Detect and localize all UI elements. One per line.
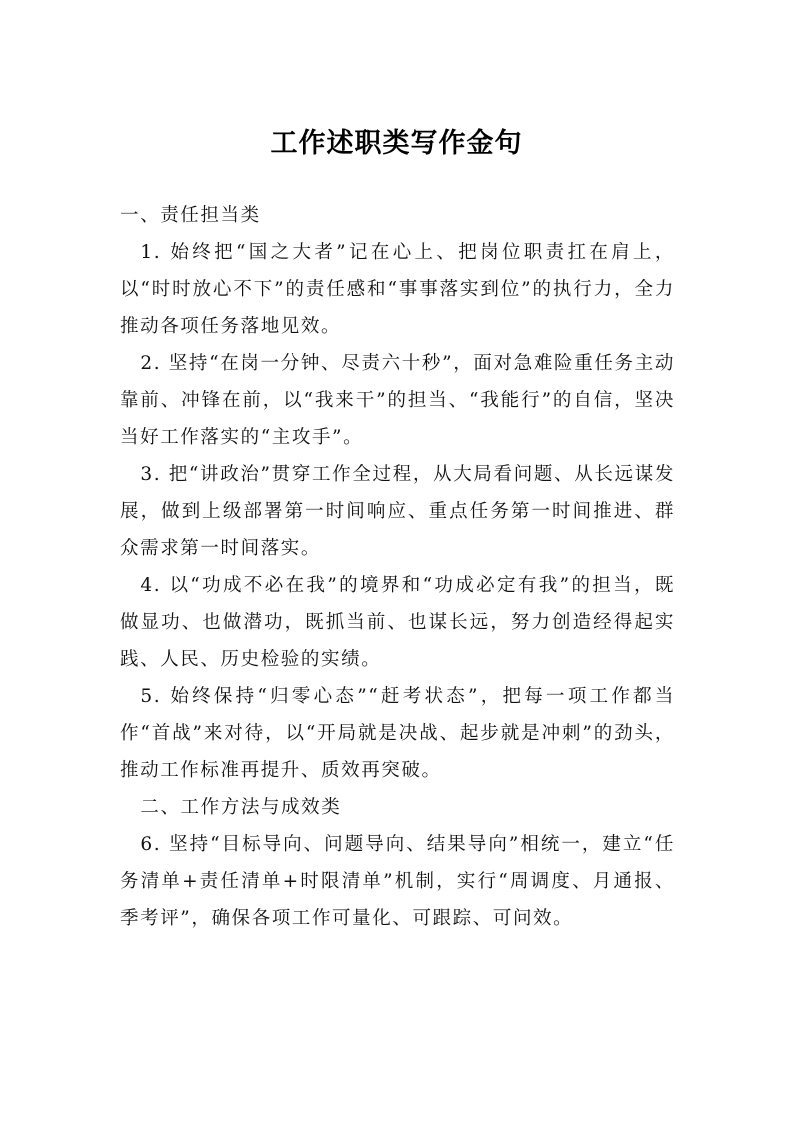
paragraph-item-3: 3. 把“讲政治”贯穿工作全过程，从大局看问题、从长远谋发展，做到上级部署第一时间响应、重点任务第一时间推进、群众需求第一时间落实。 [120,464,675,559]
paragraph-item-1: 1. 始终把“国之大者”记在心上、把岗位职责扛在肩上，以“时时放心不下”的责任感和“事事落实到位”的执行力，全力推动各项任务落地见效。 [120,242,675,337]
document-title: 工作述职类写作金句 [270,128,523,159]
section-heading-methods: 二、工作方法与成效类 [140,797,342,818]
paragraph-item-5: 5. 始终保持“归零心态”“赶考状态”，把每一项工作都当作“首战”来对待，以“开局就是决战、起步就是冲刺”的劲头，推动工作标准再提升、质效再突破。 [120,686,675,781]
section-heading-responsibility: 一、责任担当类 [120,205,261,226]
paragraph-item-4: 4. 以“功成不必在我”的境界和“功成必定有我”的担当，既做显功、也做潜功，既抓当前、也谋长远，努力创造经得起实践、人民、历史检验的实绩。 [120,575,675,670]
paragraph-item-2: 2. 坚持“在岗一分钟、尽责六十秒”，面对急难险重任务主动靠前、冲锋在前，以“我来干”的担当、“我能行”的自信，坚决当好工作落实的“主攻手”。 [120,353,675,448]
paragraph-item-6: 6. 坚持“目标导向、问题导向、结果导向”相统一，建立“任务清单+责任清单+时限清单”机制，实行“周调度、月通报、季考评”，确保各项工作可量化、可跟踪、可问效。 [120,834,675,929]
document-body [120,197,675,937]
